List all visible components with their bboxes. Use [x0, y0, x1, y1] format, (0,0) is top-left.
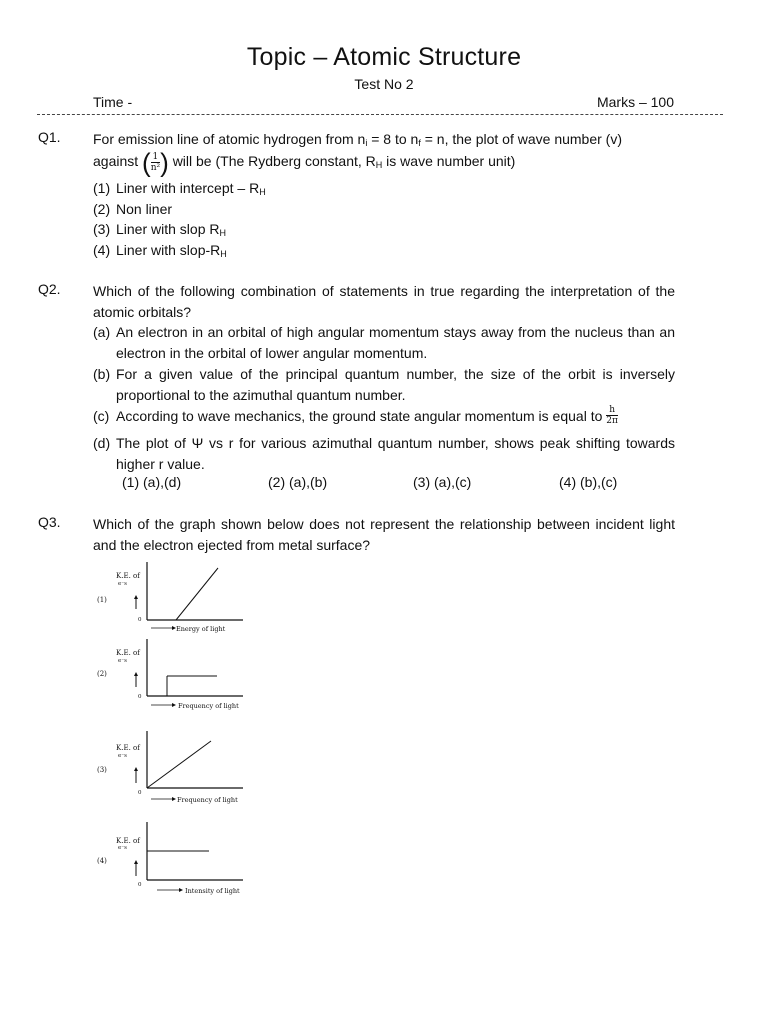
statement-text: According to wave mechanics, the ground state angular momentum is equal to	[116, 408, 603, 424]
graph-label: (3)	[97, 766, 107, 774]
graph-xlabel: Frequency of light	[178, 702, 239, 710]
q1-text-part: is wave number unit)	[382, 153, 516, 169]
graph-origin: 0	[138, 694, 142, 700]
graph-origin: 0	[138, 617, 142, 623]
option-text: Non liner	[116, 201, 173, 217]
graph-xlabel: Frequency of light	[177, 796, 238, 804]
q2-answer-1[interactable]: (1) (a),(d)	[122, 474, 182, 490]
q2-statement-c	[93, 406, 675, 428]
page-title: Topic – Atomic Structure	[246, 43, 522, 71]
fraction-numerator: h	[606, 405, 618, 416]
q1-subscript-f: f	[418, 138, 421, 148]
graph-ylabel: K.E. of	[116, 649, 140, 657]
graph-origin: 0	[138, 882, 142, 888]
test-number: Test No 2	[354, 76, 414, 92]
graph-3	[93, 728, 253, 811]
question-2-text: Which of the following combination of statements in true regarding the interpretation of the atomic orbitals?	[93, 283, 675, 320]
fraction-denominator: 2π	[606, 415, 618, 426]
q1-fraction	[151, 152, 160, 173]
question-1-number: Q1.	[38, 129, 61, 145]
option-number: (3)	[93, 221, 111, 237]
graph-ylabel: e⁻s	[118, 658, 127, 664]
graph-label: (4)	[97, 857, 107, 865]
option-number: (4)	[93, 242, 111, 258]
q2-answer-3[interactable]: (3) (a),(c)	[413, 474, 472, 490]
q2-statement-d	[93, 433, 675, 474]
graph-ylabel: e⁻s	[118, 845, 127, 851]
option-number: (1)	[93, 180, 111, 196]
q1-subscript-h: H	[375, 160, 383, 170]
q1-text-part: = 8 to n	[367, 131, 419, 147]
option-subscript: H	[259, 187, 266, 197]
graph-origin: 0	[138, 790, 142, 796]
graph-xlabel: Intensity of light	[185, 887, 240, 895]
q1-text-part: For emission line of atomic hydrogen from n	[93, 131, 366, 147]
option-text: Liner with slop-R	[116, 242, 221, 258]
q1-subscript-i: i	[365, 138, 368, 148]
statement-number: (c)	[93, 408, 110, 424]
question-1-line-1	[93, 129, 675, 154]
graph-xlabel: Energy of light	[176, 625, 226, 633]
q2-answer-2[interactable]: (2) (a),(b)	[268, 474, 328, 490]
graph-ylabel: K.E. of	[116, 837, 140, 845]
option-subscript: H	[220, 249, 227, 259]
graph-ylabel: e⁻s	[118, 581, 127, 587]
graph-label: (1)	[97, 596, 107, 604]
option-number: (2)	[93, 201, 111, 217]
q2-answer-4[interactable]: (4) (b),(c)	[559, 474, 618, 490]
graph-ylabel: e⁻s	[118, 753, 127, 759]
q1-text-part: against	[93, 153, 139, 169]
option-text: Liner with intercept – R	[116, 180, 260, 196]
question-1-line-2	[93, 147, 675, 178]
graph-label: (2)	[97, 670, 107, 678]
fraction-numerator: 1	[152, 151, 159, 162]
h-over-2pi-fraction	[606, 405, 618, 426]
option-text: Liner with slop R	[116, 221, 220, 237]
option-subscript: H	[219, 228, 226, 238]
statement-text: For a given value of the principal quantum number, the size of the orbit is inversely proportional to the azimuthal quantum number.	[116, 366, 675, 403]
statement-number: (d)	[93, 435, 111, 451]
graph-4	[93, 818, 253, 903]
q1-text-part: will be (The Rydberg constant, R	[172, 153, 376, 169]
q2-statement-a	[93, 322, 675, 363]
statement-number: (a)	[93, 324, 111, 340]
fraction-denominator: n²	[150, 162, 161, 173]
question-2-number: Q2.	[38, 281, 61, 297]
q1-option-4[interactable]	[93, 240, 675, 265]
q1-option-2[interactable]	[93, 199, 675, 220]
graph-ylabel: K.E. of	[116, 744, 140, 752]
q2-statement-b	[93, 364, 675, 405]
question-3-number: Q3.	[38, 514, 61, 530]
graph-ylabel: K.E. of	[116, 572, 140, 580]
marks-label: Marks – 100	[596, 94, 674, 110]
header-divider	[37, 114, 723, 115]
statement-text: An electron in an orbital of high angular momentum stays away from the nucleus than an electron in the orbital of lower angular momentum.	[116, 324, 675, 361]
time-label: Time -	[93, 94, 133, 110]
graph-1	[93, 557, 253, 638]
statement-number: (b)	[93, 366, 111, 382]
right-paren: )	[160, 147, 169, 178]
statement-text: The plot of Ψ vs r for various azimuthal quantum number, shows peak shifting towards higher r value.	[116, 435, 675, 472]
left-paren: (	[142, 147, 151, 178]
graph-2	[93, 634, 253, 715]
question-3-text: Which of the graph shown below does not represent the relationship between incident light and the electron ejected from metal surface?	[93, 516, 675, 553]
q1-text-part: = n, the plot of wave number (v)	[420, 131, 622, 147]
